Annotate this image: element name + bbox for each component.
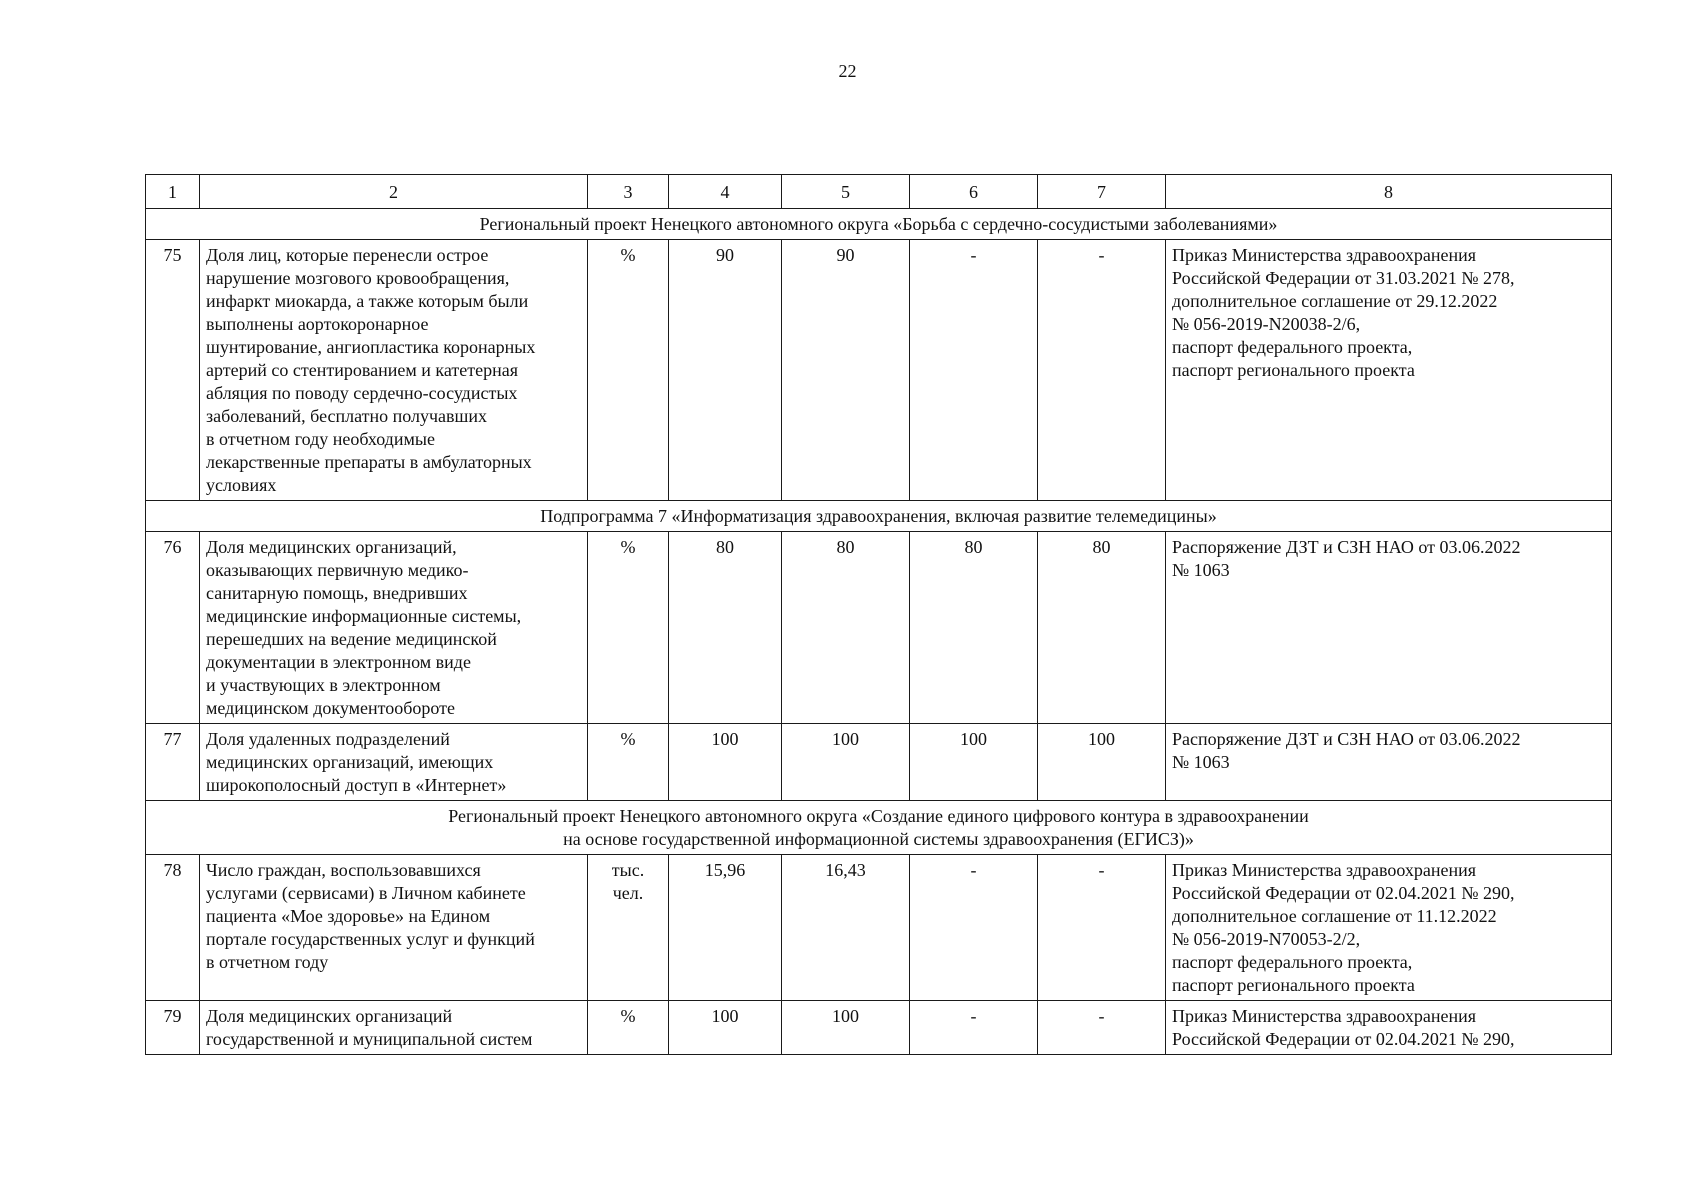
section-title: Региональный проект Ненецкого автономного округа «Создание единого цифрового контура в здравоохранении на основе государственной информационной системы здравоохранения (ЕГИСЗ)» bbox=[146, 801, 1612, 855]
header-cell: 4 bbox=[669, 175, 782, 209]
header-cell: 7 bbox=[1038, 175, 1166, 209]
value-col6: - bbox=[910, 855, 1038, 1001]
unit: % bbox=[588, 240, 669, 501]
header-cell: 3 bbox=[588, 175, 669, 209]
row-number: 77 bbox=[146, 724, 200, 801]
value-col7: 100 bbox=[1038, 724, 1166, 801]
section-title-row bbox=[146, 501, 1612, 532]
indicator-name: Доля удаленных подразделений медицинских организаций, имеющих широкополосный доступ в «Интернет» bbox=[200, 724, 588, 801]
table-row bbox=[146, 532, 1612, 724]
section-title: Подпрограмма 7 «Информатизация здравоохранения, включая развитие телемедицины» bbox=[146, 501, 1612, 532]
value-col5: 100 bbox=[782, 724, 910, 801]
source-document: Распоряжение ДЗТ и СЗН НАО от 03.06.2022 № 1063 bbox=[1166, 724, 1612, 801]
source-document: Приказ Министерства здравоохранения Российской Федерации от 02.04.2021 № 290, дополнительное соглашение от 11.12.2022 № 056-2019-N70053-2/2, паспорт федерального проекта, паспорт регионального проекта bbox=[1166, 855, 1612, 1001]
value-col7: 80 bbox=[1038, 532, 1166, 724]
unit: тыс. чел. bbox=[588, 855, 669, 1001]
table-row bbox=[146, 1001, 1612, 1055]
source-document: Распоряжение ДЗТ и СЗН НАО от 03.06.2022 № 1063 bbox=[1166, 532, 1612, 724]
value-col5: 80 bbox=[782, 532, 910, 724]
value-col7: - bbox=[1038, 240, 1166, 501]
header-cell: 1 bbox=[146, 175, 200, 209]
row-number: 79 bbox=[146, 1001, 200, 1055]
source-document: Приказ Министерства здравоохранения Российской Федерации от 02.04.2021 № 290, bbox=[1166, 1001, 1612, 1055]
table-row bbox=[146, 724, 1612, 801]
row-number: 76 bbox=[146, 532, 200, 724]
indicator-name: Доля лиц, которые перенесли острое нарушение мозгового кровообращения, инфаркт миокарда, а также которым были выполнены аортокоронарное шунтирование, ангиопластика коронарных артерий со стентированием и катетерная абляция по поводу сердечно-сосудистых заболеваний, бесплатно получавших в отчетном году необходимые лекарственные препараты в амбулаторных условиях bbox=[200, 240, 588, 501]
value-col7: - bbox=[1038, 1001, 1166, 1055]
indicator-name: Доля медицинских организаций государственной и муниципальной систем bbox=[200, 1001, 588, 1055]
value-col6: 100 bbox=[910, 724, 1038, 801]
indicators-table bbox=[145, 174, 1612, 1055]
table-row bbox=[146, 855, 1612, 1001]
value-col6: - bbox=[910, 240, 1038, 501]
value-col5: 90 bbox=[782, 240, 910, 501]
value-col6: - bbox=[910, 1001, 1038, 1055]
header-cell: 2 bbox=[200, 175, 588, 209]
value-col7: - bbox=[1038, 855, 1166, 1001]
value-col4: 90 bbox=[669, 240, 782, 501]
header-cell: 6 bbox=[910, 175, 1038, 209]
section-title: Региональный проект Ненецкого автономного округа «Борьба с сердечно-сосудистыми заболеваниями» bbox=[146, 209, 1612, 240]
header-cell: 8 bbox=[1166, 175, 1612, 209]
unit: % bbox=[588, 532, 669, 724]
source-document: Приказ Министерства здравоохранения Российской Федерации от 31.03.2021 № 278, дополнительное соглашение от 29.12.2022 № 056-2019-N20038-2/6, паспорт федерального проекта, паспорт регионального проекта bbox=[1166, 240, 1612, 501]
row-number: 75 bbox=[146, 240, 200, 501]
section-title-row bbox=[146, 801, 1612, 855]
row-number: 78 bbox=[146, 855, 200, 1001]
unit: % bbox=[588, 724, 669, 801]
value-col4: 100 bbox=[669, 1001, 782, 1055]
page-number: 22 bbox=[838, 61, 857, 81]
value-col5: 100 bbox=[782, 1001, 910, 1055]
value-col6: 80 bbox=[910, 532, 1038, 724]
value-col5: 16,43 bbox=[782, 855, 910, 1001]
header-cell: 5 bbox=[782, 175, 910, 209]
indicator-name: Доля медицинских организаций, оказывающих первичную медико- санитарную помощь, внедривших медицинские информационные системы, перешедших на ведение медицинской документации в электронном виде и участвующих в электронном медицинском документообороте bbox=[200, 532, 588, 724]
value-col4: 15,96 bbox=[669, 855, 782, 1001]
unit: % bbox=[588, 1001, 669, 1055]
value-col4: 100 bbox=[669, 724, 782, 801]
indicator-name: Число граждан, воспользовавшихся услугами (сервисами) в Личном кабинете пациента «Мое здоровье» на Едином портале государственных услуг и функций в отчетном году bbox=[200, 855, 588, 1001]
value-col4: 80 bbox=[669, 532, 782, 724]
table-row bbox=[146, 240, 1612, 501]
section-title-row bbox=[146, 209, 1612, 240]
column-number-header bbox=[146, 175, 1612, 209]
